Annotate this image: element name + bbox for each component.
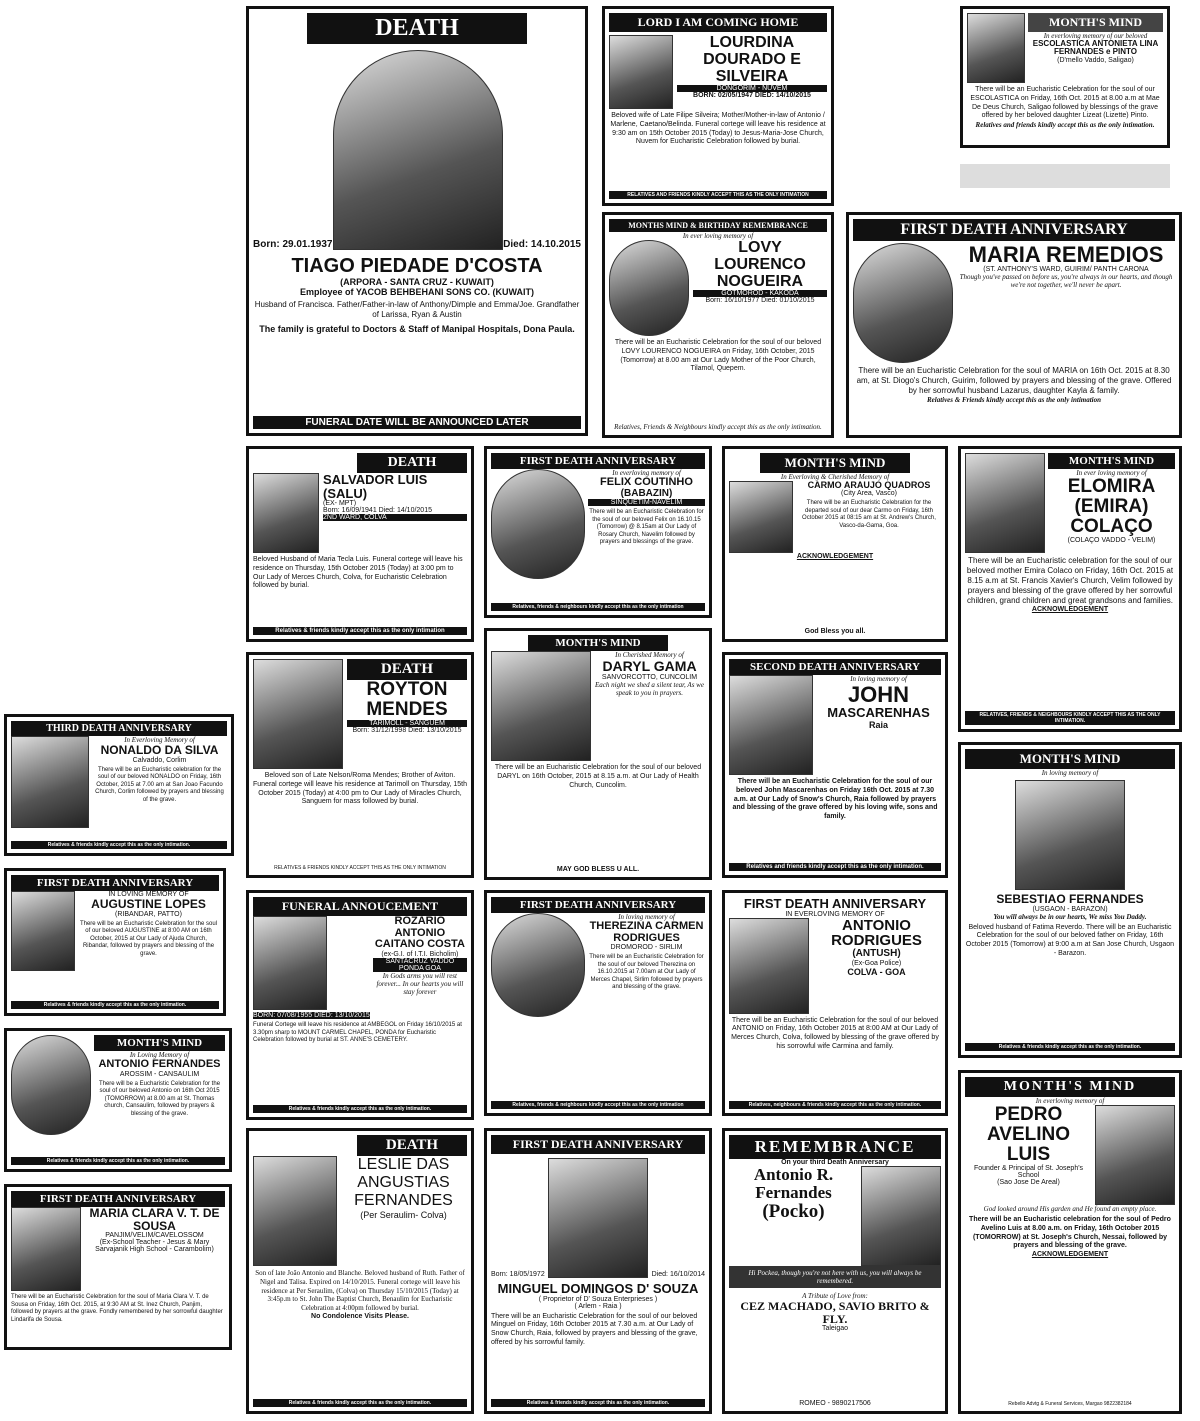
poem: Hi Pockea, though you're not here with us, you will always be remembered. <box>729 1266 941 1288</box>
lead-text: In loving memory of <box>618 913 675 921</box>
ad-body: There will be an Eucharistic Celebration for the soul of our beloved AUGUSTINE at 8:00 AM on 16th October, 2015 at Our Lady of Ajuda Church, Ribandar, followed by prayers and blessing of the grave. <box>79 920 218 957</box>
obituary-salvador <box>246 446 474 642</box>
deceased-name: PEDRO AVELINO LUIS <box>986 1104 1071 1165</box>
died-date: Died: 16/10/2014 <box>651 1271 705 1278</box>
extra-info: (EX- MPT) <box>323 500 357 508</box>
lead-text: IN EVERLOVING MEMORY OF <box>785 910 885 918</box>
poem: God looked around His garden and He found an empty place. <box>983 1205 1157 1213</box>
deceased-place: (Sao Jose De Areal) <box>997 1178 1060 1186</box>
ad-footer: God Bless you all. <box>804 628 866 635</box>
obituary-sebestiao <box>958 742 1182 1058</box>
ad-header: FIRST DEATH ANNIVERSARY <box>491 897 705 913</box>
deceased-name: DARYL GAMA <box>602 658 697 674</box>
ad-footer: Relatives, Friends & Neighbours kindly accept this as the only intimation. <box>614 423 822 431</box>
deceased-name: AUGUSTINE LOPES <box>91 897 206 911</box>
deceased-photo <box>1015 780 1125 890</box>
obituary-leslie <box>246 1128 474 1414</box>
deceased-photo <box>11 891 75 971</box>
deceased-place: Taleigao <box>821 1325 849 1333</box>
obituary-lourdina <box>602 6 834 206</box>
acknowledgement-heading: ACKNOWLEDGEMENT <box>1031 606 1109 613</box>
ad-header: DEATH <box>357 1135 467 1156</box>
ad-body: There will be an Eucharistic Celebration for the soul of our beloved Minguel on Friday, 16th October 2015 at 7.30 a.m. at Our Lady of Snow Church, Raia, followed by prayers and blessing of the grave, offered by his sorrowful family. <box>491 1312 698 1346</box>
deceased-name: ELOMIRA (EMIRA) COLAÇO <box>1067 476 1156 537</box>
deceased-name: Antonio R. Fernandes <box>753 1165 834 1202</box>
ad-footer: Relatives, friends & neighbours kindly accept this as the only intimation <box>491 603 705 611</box>
deceased-place: (D'mello Vaddo, Saligao) <box>1057 56 1134 64</box>
deceased-photo <box>609 35 673 109</box>
deceased-name: MINGUEL DOMINGOS D' SOUZA <box>497 1281 699 1296</box>
deceased-photo <box>965 453 1045 553</box>
ad-footer: Relatives and friends kindly accept this as the only intimation. <box>975 121 1155 129</box>
obituary-therezina <box>484 890 712 1116</box>
acknowledgement-heading: ACKNOWLEDGEMENT <box>796 553 874 560</box>
deceased-photo <box>11 736 89 828</box>
deceased-name: NONALDO DA SILVA <box>100 743 219 757</box>
deceased-photo <box>548 1158 648 1278</box>
ad-body: There will be an Eucharistic Celebration for the departed soul of our dear Carmo on Friday, 16th October 2015 at 08:15 am at St. Andrew's Church, Vasco-da-Gama, Goa. <box>802 500 936 529</box>
life-dates: Born: 16/10/1977 Died: 01/10/2015 <box>705 297 815 305</box>
gray-filler <box>960 164 1170 188</box>
deceased-place: TARIMOLL - SANGUEM <box>347 720 467 727</box>
lead-text: In loving memory of <box>1041 769 1099 777</box>
ad-body: Husband of Francisca. Father/Father-in-law of Anthony/Dimple and Emma/Joe. Grandfather of Larissa, Ryan & Austin <box>254 300 580 319</box>
ad-footer: Relatives & friends kindly accept this as the only intimation. <box>11 1157 225 1165</box>
ad-footer: RELATIVES AND FRIENDS KINDLY ACCEPT THIS AS THE ONLY INTIMATION <box>609 191 827 199</box>
deceased-name: ANTONIO RODRIGUES <box>831 916 922 950</box>
deceased-place: Raia <box>868 719 888 730</box>
ad-footer: Relatives & friends kindly accept this as the only intimation. <box>11 1001 219 1009</box>
lead-text: On your third Death Anniversary <box>781 1159 889 1166</box>
deceased-name: MARIA CLARA V. T. DE SOUSA <box>89 1206 220 1233</box>
lead-text: In everloving memory of <box>1035 1097 1105 1105</box>
deceased-photo <box>11 1207 81 1291</box>
ad-body: There will be an Eucharistic Celebration for the soul of Maria Clara V. T. de Sousa on Friday, 16th Oct. 2015, at 9:30 AM at St. Inez Church, Panjim, followed by prayers at the grave. Fondly remembered by her sorrowful daughter Lindarifa de Sousa. <box>11 1294 223 1323</box>
poem: Though you've passed on before us, you're always in our hearts, and though we're not together, we'll never be apart. <box>959 273 1173 290</box>
ad-header: DEATH <box>347 659 467 680</box>
deceased-name: TIAGO PIEDADE D'COSTA <box>291 255 543 277</box>
ad-footer: Relatives & Friends kindly accept this as the only intimation <box>926 396 1102 404</box>
tribute-lead: A Tribute of Love from: <box>802 1292 868 1300</box>
deceased-place: (RIBANDAR, PATTO) <box>115 910 182 918</box>
acknowledgement-heading: ACKNOWLEDGEMENT <box>1031 1251 1109 1258</box>
ad-header: SECOND DEATH ANNIVERSARY <box>729 659 941 675</box>
died-date: Died: 14.10.2015 <box>503 239 581 250</box>
obituary-pedro <box>958 1070 1182 1414</box>
ad-body: Son of late João Antonio and Blanche. Beloved husband of Ruth. Father of Nigel and Talisa. Expired on 14/10/2015. Funeral cortege will leave his residence at Per Seraulim, (Colva) on Thursday 15/10/2015 (Today) at 3:45p.m to St. John The Baptist Church, Benaulim for Eucharistic Celebration at 4:00pm followed by burial. <box>255 1269 465 1312</box>
obituary-royton <box>246 652 474 878</box>
deceased-photo <box>729 481 793 553</box>
deceased-photo <box>1095 1105 1175 1205</box>
deceased-photo <box>253 473 319 553</box>
obituary-maria-remedios <box>846 212 1182 438</box>
deceased-photo <box>729 918 809 1014</box>
life-dates: Born: 16/09/1941 Died: 14/10/2015 <box>323 507 432 515</box>
obituary-tiago <box>246 6 588 436</box>
life-dates: Born: 31/12/1998 Died: 13/10/2015 <box>352 726 462 734</box>
ad-footer: ROMEO - 9890217506 <box>799 1400 871 1407</box>
ad-header: MONTHS MIND & BIRTHDAY REMEMBRANCE <box>609 219 827 232</box>
thanks-note: The family is grateful to Doctors & Staff of Manipal Hospitals, Dona Paula. <box>259 324 575 334</box>
deceased-place: DROMOROD - SIRLIM <box>610 944 683 952</box>
deceased-place: (ST. ANTHONY'S WARD, GUIRIM/ PANTH CARONA <box>983 266 1149 274</box>
deceased-place: (Per Seraulim- Colva) <box>360 1210 447 1220</box>
poem: You will always be in our hearts, We miss You Daddy. <box>993 912 1147 921</box>
deceased-photo <box>609 240 689 336</box>
born-date: Born: 18/05/1972 <box>491 1271 545 1278</box>
deceased-place: (City Area, Vasco) <box>841 490 897 498</box>
ad-body: There will be an Eucharistic Celebration for the soul of MARIA on 16th Oct. 2015 at 8.30 am, at St. Diogo's Church, Guirim, followed by prayers and blessing of the grave. Offered by her sorrowful husband Lazarus, daughter Kayla & family. <box>856 366 1172 395</box>
deceased-place: COLVA - GOA <box>847 966 906 977</box>
life-dates: BORN: 07/08/1955 DIED: 13/10/2015 <box>253 1012 370 1019</box>
deceased-photo <box>253 659 343 769</box>
ad-header: MONTH'S MIND <box>1048 453 1175 469</box>
obituary-escolastica <box>960 6 1170 148</box>
obituary-antonio-rodrigues <box>722 890 948 1116</box>
deceased-name: CARMO ARAUJO QUADROS <box>807 480 931 490</box>
obituary-daryl <box>484 628 712 880</box>
obituary-elomira <box>958 446 1182 732</box>
extra-info: (Ex-School Teacher - Jesus & Mary Sarvajanik High School - Carambolim) <box>95 1239 214 1254</box>
ad-header: MONTH'S MIND <box>760 453 910 473</box>
ad-header: MONTH'S MIND <box>1028 13 1163 32</box>
obituary-john <box>722 652 948 878</box>
lead-text: In Everloving & Cherished Memory of <box>780 473 890 481</box>
lead-text: In everloving memory of our beloved <box>1043 32 1148 40</box>
ad-footer: Relatives, neighbours & friends kindly accept this as the only intimation. <box>729 1101 941 1109</box>
employer: Employee of YACOB BEHBEHANI SONS CO. (KUWAIT) <box>299 287 535 297</box>
ad-header: REMEMBRANCE <box>729 1135 941 1159</box>
deceased-name: MARIA REMEDIOS <box>968 242 1164 267</box>
lead-text: In ever loving memory of <box>1076 469 1147 477</box>
obituary-carmo <box>722 446 948 642</box>
ad-body: There will be an Eucharistic Celebration for the soul of our beloved John Mascarenhas on Friday 16th Oct. 2015 at 7.30 a.m. at Our Lady of Snow's Church, Raia followed by prayers and blessing of the grave offered by his loving wife, sons and family. <box>732 778 938 820</box>
lead-text: In everloving memory of <box>612 469 681 477</box>
obituary-minguel <box>484 1128 712 1414</box>
ad-header: MONTH'S MIND <box>965 749 1175 769</box>
deceased-place: (COLAÇO VADDO - VELIM) <box>1067 536 1156 544</box>
ad-header: DEATH <box>307 13 527 44</box>
deceased-place: GOTMOROD - KAKODA <box>693 290 827 297</box>
deceased-photo <box>853 243 953 363</box>
alias: (SALU) <box>323 485 368 501</box>
ad-footer: MAY GOD BLESS U ALL. <box>556 866 640 873</box>
deceased-photo <box>491 913 585 1017</box>
ad-body: Beloved Husband of Maria Tecla Luis. Funeral cortege will leave his residence on Thursday, 15th October 2015 (Today) at 3:00 pm to Our Lady of Merces Church, Colva, for Eucharistic Celebration followed by burial. <box>253 556 463 590</box>
deceased-name: ROYTON MENDES <box>366 679 448 720</box>
deceased-photo <box>11 1035 91 1135</box>
deceased-photo <box>333 50 503 250</box>
ad-header: FIRST DEATH ANNIVERSARY <box>11 1191 225 1207</box>
extra-info: ( Proprietor of D' Souza Enterprieses ) <box>538 1295 658 1303</box>
deceased-photo <box>861 1166 941 1266</box>
ad-header: MONTH'S MIND <box>528 635 668 651</box>
obituary-maria-clara <box>4 1184 232 1350</box>
ad-header: FIRST DEATH ANNIVERSARY <box>491 453 705 469</box>
ad-body: There will be an Eucharistic Celebration for the soul of our beloved ANTONIO on Friday, 16th October 2015 at 8:00 AM at Our Lady of Merces Church, Colva, followed by blessing of the grave offered by his sorrowful wife Carmina and family. <box>731 1016 939 1050</box>
ad-header: FIRST DEATH ANNIVERSARY <box>491 1135 705 1154</box>
extra-info: (Ex-Goa Police) <box>851 959 902 967</box>
deceased-name: ROZARIO ANTONIO CAITANO COSTA <box>374 915 465 951</box>
deceased-name: FELIX COUTINHO <box>600 476 693 488</box>
life-dates: BORN: 02/05/1947 DIED: 14/10/2015 <box>693 92 811 100</box>
extra-info: No Condolence Visits Please. <box>311 1312 409 1320</box>
deceased-place: 2ND WARD, COLVA <box>323 514 467 521</box>
ad-body: There will be an Eucharistic celebration for the soul of our beloved NONALDO on Friday, 16th October, 2015 at 7.00 am at San Joao Facundo Church, Corlim followed by prayers and blessing of the grave. <box>95 766 224 803</box>
obituary-antonio-fernandes <box>4 1028 232 1172</box>
deceased-name: LESLIE DAS ANGUSTIAS FERNANDES <box>354 1156 453 1209</box>
ad-header: FIRST DEATH ANNIVERSARY <box>11 875 219 891</box>
poem: In Gods arms you will rest forever... In our hearts you will stay forever <box>376 971 464 996</box>
obituary-rozario <box>246 890 474 1120</box>
deceased-photo <box>253 1156 337 1266</box>
ad-body: There will be an Eucharistic Celebration for the soul of our beloved Felix on 16.10.15 (Tomorrow) @ 8.15am at Our Lady of Rosary Church, Navelim followed by prayers and blessings of the grave. <box>589 509 704 546</box>
ad-header: MONTH'S MIND <box>965 1077 1175 1097</box>
deceased-name: ESCOLASTICA ANTONIETA LINA FERNANDES e PINTO <box>1032 39 1159 57</box>
lead-text: In Cherished Memory of <box>615 651 684 659</box>
born-date: Born: 29.01.1937 <box>253 239 333 250</box>
deceased-name: LOURDINA DOURADO E SILVEIRA <box>703 34 801 85</box>
obituary-nonaldo <box>4 714 234 856</box>
deceased-place: PANJIM/VELIM/CAVELOSSOM <box>105 1232 204 1240</box>
deceased-photo <box>967 13 1025 83</box>
deceased-photo <box>491 469 585 579</box>
ad-footer: Rebello Advtg & Funeral Services, Margao 9822382184 <box>1008 1401 1132 1407</box>
ad-body: Beloved son of Late Nelson/Roma Mendes; Brother of Aviton. Funeral cortege will leave his residence at Tarimoll on Thursday, 15th October 2015 (Today) at 4:00 pm to Our Lady of Miracles Church, Sanguem for mass followed by burial. <box>253 772 467 806</box>
ad-footer: RELATIVES & FRIENDS KINDLY ACCEPT THIS AS THE ONLY INTIMATION <box>274 865 446 871</box>
deceased-place: ( Arlem - Raia ) <box>574 1302 622 1310</box>
ad-header: FIRST DEATH ANNIVERSARY <box>853 219 1175 241</box>
lead-text: In ever loving memory of <box>682 232 754 240</box>
ad-header: DEATH <box>357 453 467 473</box>
ad-header: MONTH'S MIND <box>94 1035 225 1051</box>
ad-footer: Relatives and friends kindly accept this as the only intimation. <box>729 863 941 871</box>
ad-body: There will be an Eucharistic Celebration for the soul of our beloved DARYL on 16th October, 2015 at 8.15 a.m. at Our Lady of Health Church, Cuncolim. <box>494 764 702 789</box>
ad-footer: Relatives & friends kindly accept this as the only intimation <box>253 627 467 635</box>
ad-footer: Relatives & friends kindly accept this as the only intimation. <box>11 841 227 849</box>
deceased-place: SANTACRUZ VADDO PONDA GOA <box>373 958 467 972</box>
ad-body: There will be an Eucharistic celebration for the soul of our beloved mother Emira Colaco on Friday, 16th Oct. 2015 at 8.15 a.m at St. Francis Xavier's Church, Velim followed by prayers and blessing of the grave offered by her sorrowful children, grand children and great grandsons and families. <box>966 556 1174 605</box>
deceased-surname: MASCARENHAS <box>827 705 930 721</box>
ad-header: THIRD DEATH ANNIVERSARY <box>11 721 227 736</box>
ad-footer: Relatives & friends kindly accept this as the only intimation. <box>965 1043 1175 1051</box>
deceased-name: LOVY LOURENCO NOGUEIRA <box>714 239 806 290</box>
ad-footer: FUNERAL DATE WILL BE ANNOUNCED LATER <box>253 416 581 429</box>
deceased-name: JOHN <box>847 682 910 707</box>
lead-text: In loving memory of <box>850 675 907 683</box>
ad-body: There will be an Eucharistic Celebration for the soul of our beloved LOVY LOURENCO NOGUEIRA on Friday, 16th October, 2015 (Tomorrow) at 8.00 am at Our Lady Mother of the Poor Church, Tilamol, Quepem. <box>614 339 822 373</box>
alias: (BABAZIN) <box>620 487 673 499</box>
obituary-augustine <box>4 868 226 1016</box>
ad-body: Beloved wife of Late Filipe Silveira; Mother/Mother-in-law of Antonio / Marlene, Caetano/Belinda. Funeral cortege will leave his residence at 9:30 am on 15th October 2015 (Today) to Jesus-Maria-Jose Church, Nuvem for Eucharistic Celebration followed by burial. <box>610 112 826 146</box>
ad-footer: Relatives & friends kindly accept this as the only intimation. <box>253 1105 467 1113</box>
deceased-place: SANVORCOTTO, CUNCOLIM <box>601 673 698 681</box>
ad-footer: RELATIVES, FRIENDS & NEIGHBOURS KINDLY ACCEPT THIS AS THE ONLY INTIMATION. <box>965 711 1175 725</box>
deceased-name: SEBESTIAO FERNANDES <box>996 892 1144 906</box>
ad-header: FIRST DEATH ANNIVERSARY <box>743 896 927 911</box>
ad-body: There will be an Eucharistic Celebration for the soul of our ESCOLASTICA on Friday, 16th Oct. 2015 at 8.00 a.m at Mae De Deus Church, Saligao followed by blessings of the grave offered by her beloved daughter Lizeat (Lizette) Pinto. <box>970 86 1160 120</box>
lead-text: In Everloving Memory of <box>124 736 195 744</box>
deceased-place: AROSSIM - CANSAULIM <box>119 1070 200 1078</box>
lead-text: In Loving Memory of <box>129 1051 190 1059</box>
alias: (Pocko) <box>762 1200 825 1222</box>
deceased-photo <box>491 651 591 761</box>
ad-footer: Relatives & friends kindly accept this as the only intimation. <box>253 1399 467 1407</box>
ad-footer: Relatives & friends kindly accept this as the only intimation. <box>491 1399 705 1407</box>
deceased-place: SINQUETIM-NAVELIM <box>588 499 705 506</box>
extra-info: Founder & Principal of St. Joseph's School <box>973 1164 1084 1179</box>
obituary-lovy <box>602 212 834 438</box>
ad-body: There will be a Eucharistic Celebration for the soul of our beloved Antonio on 16th Oct 2015 (TOMORROW) at 8.00 am at St. Thomas church, Cansaulim, followed by prayers & blessing of the grave. <box>98 1080 221 1117</box>
tribute-from: CEZ MACHADO, SAVIO BRITO & FLY. <box>740 1299 930 1326</box>
deceased-name: SALVADOR LUIS <box>323 472 428 487</box>
alias: (ANTUSH) <box>852 948 901 960</box>
deceased-place: (USGAON - BARAZON) <box>1032 905 1108 913</box>
ad-footer: Relatives, friends & neighbours kindly accept this as the only intimation <box>491 1101 705 1109</box>
deceased-name: THEREZINA CARMEN RODRIGUES <box>589 920 704 944</box>
obituary-felix <box>484 446 712 618</box>
deceased-place: DONGORIM - NUVEM <box>677 85 827 92</box>
deceased-photo <box>253 916 327 1010</box>
ad-header: FUNERAL ANNOUCEMENT <box>253 897 467 916</box>
extra-info: (ex-G.I. of I.T.I. Bicholim) <box>381 950 459 958</box>
ad-body: Funeral Cortege will leave his residence at AMBEGOL on Friday 16/10/2015 at 3.30pm sharp to MOUNT CARMEL CHAPEL, PONDA for Eucharistic Celebration followed by burial at ST. ANNE'S CEMETERY. <box>253 1022 462 1043</box>
deceased-place: Calvaddo, Corlim <box>132 756 187 764</box>
deceased-name: ANTONIO FERNANDES <box>98 1058 221 1070</box>
lead-text: IN LOVING MEMORY OF <box>108 891 189 898</box>
ad-body: Beloved husband of Fatima Reverdo. There will be an Eucharistic Celebration for the soul of our beloved father on Friday, 16th October 2015 (Tomorrow) at 9:00 a.m at San Jose Church, Usgaon - Barazon. <box>965 923 1175 957</box>
remembrance-pocko <box>722 1128 948 1414</box>
ad-body: There will be an Eucharistic Celebration for the soul of our beloved Therezina on 16.10.2015 at 7.00am at Our Lady of Merces Chapel, Sirlim followed by prayers and blessing of the grave. <box>589 954 704 991</box>
deceased-photo <box>729 675 813 775</box>
ad-header: LORD I AM COMING HOME <box>609 13 827 32</box>
ad-body: There will be an Eucharistic celebration for the soul of Pedro Avelino Luis at 8.00 a.m. on Friday, 16th October 2015 (TOMORROW) at St. Joseph's Church, Nessai, followed by prayers and blessing of the grave. <box>969 1216 1171 1250</box>
deceased-place: (ARPORA - SANTA CRUZ - KUWAIT) <box>340 277 494 287</box>
poem: Each night we shed a silent tear, As we speak to you in prayers. <box>595 680 704 697</box>
